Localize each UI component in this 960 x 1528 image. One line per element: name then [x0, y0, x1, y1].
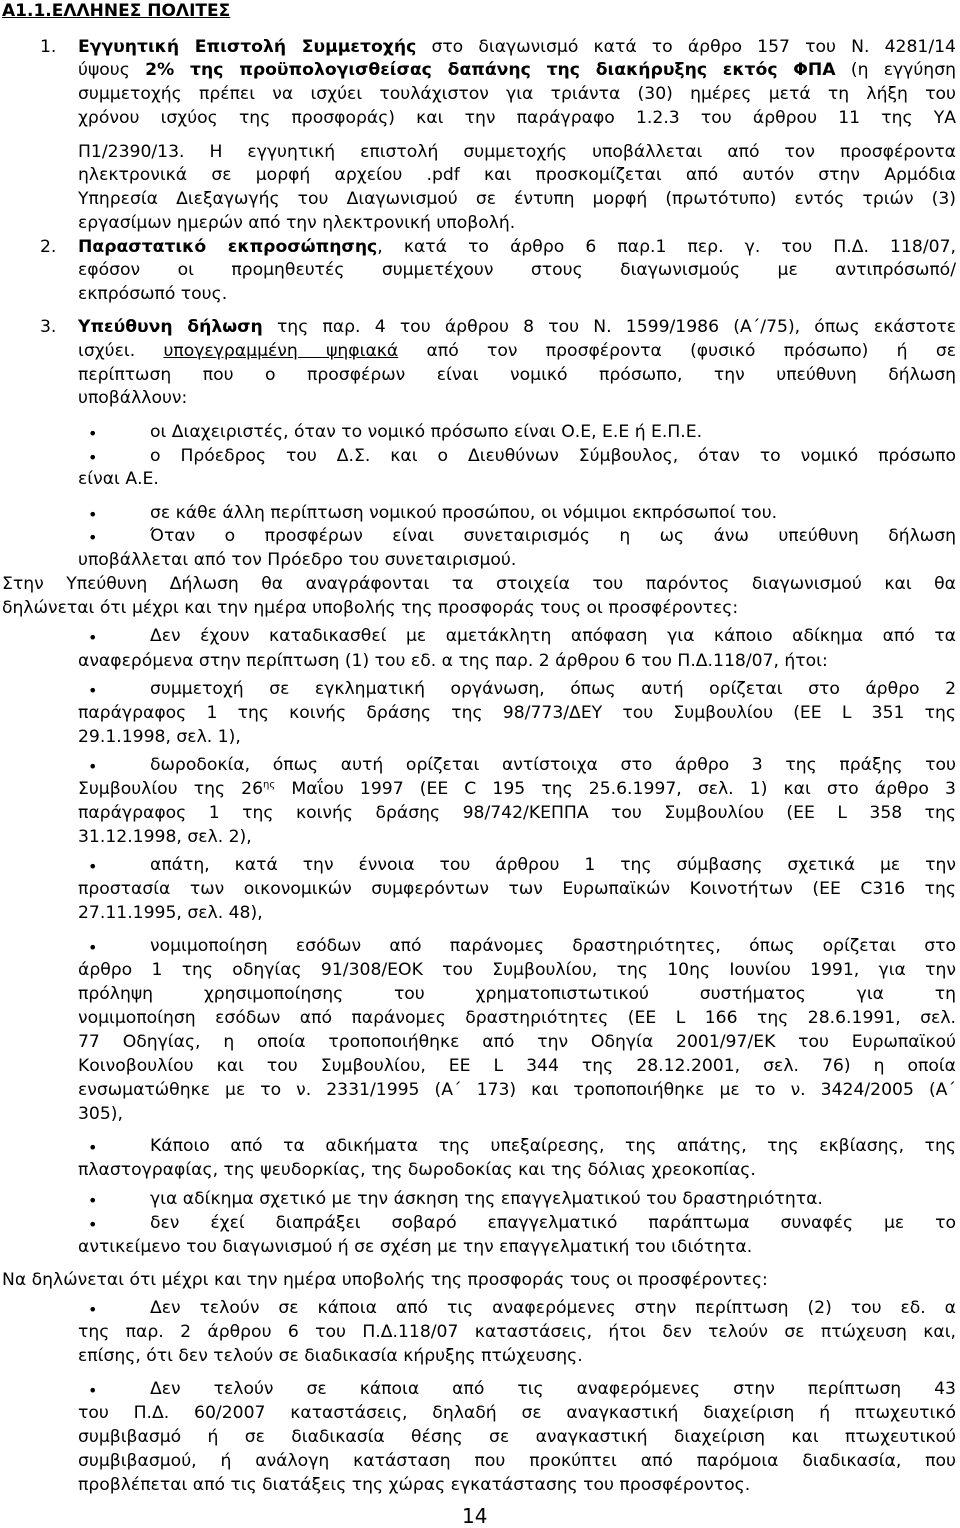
bullet-icon: • [88, 1300, 98, 1319]
list-number: 3. [40, 317, 57, 337]
text-line [78, 259, 956, 282]
text-line [78, 826, 252, 849]
text-span: πλαστογραφίας, της ψευδορκίας, της δωροδοκίας και της δόλιας χρεοκοπίας. [78, 1160, 756, 1180]
text-line [78, 778, 956, 801]
text-span: νομιμοποίηση εσόδων από παράνομες δραστηριότητες (ΕΕ L 166 της 28.6.1991, σελ. [78, 1008, 956, 1028]
text-line [2, 573, 956, 596]
text-span: οι Διαχειριστές, όταν το νομικό πρόσωπο είναι Ο.Ε, Ε.Ε ή Ε.Π.Ε. [150, 422, 703, 442]
text-span: Κάποιο από τα αδικήματα της υπεξαίρεσης, της απάτης, της εκβίασης, της [150, 1136, 956, 1156]
text-span: της παρ. 4 του άρθρου 8 του Ν. 1599/1986 (Α΄/75), όπως εκάστοτε [262, 317, 956, 337]
text-span: , κατά το άρθρο 6 παρ.1 περ. γ. του Π.Δ. 118/07, [377, 237, 956, 257]
text-line [78, 1402, 956, 1425]
text-line [150, 502, 777, 525]
text-line [78, 726, 241, 749]
text-line [78, 340, 956, 363]
text-line [78, 1345, 583, 1368]
text-line [78, 36, 956, 59]
text-line [78, 902, 263, 925]
text-line [78, 1321, 956, 1344]
text-line [2, 1269, 768, 1292]
text-span: της παρ. 2 άρθρου 6 του Π.Δ.118/07 καταστάσεις, ήτοι δεν τελούν σε πτώχευση και, [78, 1322, 956, 1342]
text-span: προβλέπεται από τις διατάξεις της χώρας εγκατάστασης του προσφέροντος. [78, 1475, 751, 1495]
text-span: 305), [78, 1104, 123, 1124]
text-line [150, 1378, 956, 1401]
text-line [78, 802, 956, 825]
text-span: Δεν τελούν σε κάποια από τις αναφερόμενες στην περίπτωση (2) του εδ. α [150, 1298, 956, 1318]
text-span: περίπτωση που ο προσφέρων είναι νομικό πρόσωπο, την υπεύθυνη δήλωση [78, 365, 956, 385]
text-line [78, 702, 956, 725]
text-span: δωροδοκία, όπως αυτή ορίζεται αντίστοιχα στο άρθρο 3 της πράξης του [150, 755, 956, 775]
text-line [78, 316, 956, 339]
text-line [150, 1135, 956, 1158]
text-line [150, 525, 956, 548]
text-span: Όταν ο προσφέρων είναι συνεταιρισμός η ως άνω υπεύθυνη δήλωση [150, 526, 956, 546]
text-span: παράγραφος 1 της κοινής δράσης 98/742/ΚΕΠΠΑ του Συμβουλίου (ΕΕ L 358 της [78, 803, 956, 823]
text-line [150, 678, 956, 701]
bold-text: Εγγυητική Επιστολή Συμμετοχής [78, 37, 417, 57]
text-line [150, 421, 702, 444]
text-span: επίσης, ότι δεν τελούν σε διαδικασία κήρυξης πτώχευσης. [78, 1346, 583, 1366]
text-span: 27.11.1995, σελ. 48), [78, 903, 263, 923]
text-span: Κοινοβουλίου και του Συμβουλίου, ΕΕ L 344 της 28.12.2001, σελ. 76) η οποία [78, 1056, 956, 1076]
text-line [78, 107, 956, 130]
text-line [78, 83, 956, 106]
text-line [78, 1236, 752, 1259]
text-span: δεν έχεί διαπράξει σοβαρό επαγγελματικό παράπτωμα συναφές με το [150, 1213, 956, 1233]
text-span: Μαΐου 1997 (ΕΕ C 195 της 25.6.1997, σελ. 1) και στο άρθρο 3 [275, 779, 956, 799]
text-span: ενσωματώθηκε με το ν. 2331/1995 (Α΄ 173) και τροποποιήθηκε με το ν. 3424/2005 (Α΄ [78, 1080, 956, 1100]
text-span: ισχύει. [78, 341, 164, 361]
list-number: 1. [40, 37, 57, 57]
bullet-icon: • [88, 448, 98, 467]
text-span: Συμβουλίου της 26 [78, 779, 264, 799]
text-line [78, 164, 956, 187]
text-line [78, 1103, 123, 1126]
text-span: υποβάλλεται από τον Πρόεδρο του συνεταιρισμού. [78, 550, 517, 570]
text-line [78, 1450, 956, 1473]
text-span: αναφερόμενα στην περίπτωση (1) του εδ. α της παρ. 2 άρθρου 6 του Π.Δ.118/07, ήτοι: [78, 651, 828, 671]
text-span: Δεν έχουν καταδικασθεί με αμετάκλητη απόφαση για κάποιο αδίκημα από τα [150, 626, 956, 646]
bullet-icon: • [88, 505, 98, 524]
text-line [78, 387, 187, 410]
text-span: Να δηλώνεται ότι μέχρι και την ημέρα υποβολής της προσφοράς τους οι προσφέροντες: [2, 1270, 768, 1290]
bold-text: 2% της προϋπολογισθείσας δαπάνης της διακήρυξης εκτός ΦΠΑ [145, 60, 836, 80]
text-line [78, 1426, 956, 1449]
bullet-icon: • [88, 757, 98, 776]
text-line [150, 1297, 956, 1320]
text-span: συμβιβασμού, ή ανάλογη κατάσταση που προκύπτει από παρόμοια διαδικασία, που [78, 1451, 956, 1471]
text-line [2, 597, 738, 620]
text-span: ηλεκτρονικά σε μορφή αρχείου .pdf και προσκομίζεται από αυτόν στην Αρμόδια [78, 165, 956, 185]
text-span: ύψους [78, 60, 146, 80]
text-line [78, 212, 515, 235]
text-span: εκπρόσωπό τους. [78, 284, 228, 304]
text-span: συμμετοχή σε εγκληματική οργάνωση, όπως αυτή ορίζεται στο άρθρο 2 [150, 679, 956, 699]
text-line [78, 141, 956, 164]
bullet-icon: • [88, 528, 98, 547]
text-line [78, 468, 159, 491]
text-span: νομιμοποίηση εσόδων από παράνομες δραστηριότητες, όπως ορίζεται στο [150, 936, 956, 956]
text-span: παράγραφος 1 της κοινής δράσης της 98/773/ΔΕΥ του Συμβουλίου (ΕΕ L 351 της [78, 703, 956, 723]
text-line [78, 1079, 956, 1102]
text-span: απάτη, κατά την έννοια του άρθρου 1 της σύμβασης σχετικά με την [150, 855, 956, 875]
text-span: από τον προσφέροντα (φυσικό πρόσωπο) ή σε [398, 341, 956, 361]
text-span: συμβιβασμό ή σε διαδικασία θέσης σε αναγκαστική διαχείριση και πτωχευτικού [78, 1427, 956, 1447]
text-line [78, 1474, 750, 1497]
text-span: ο Πρόεδρος του Δ.Σ. και ο Διευθύνων Σύμβουλος, όταν το νομικό πρόσωπο [150, 446, 956, 466]
text-span: Στην Υπεύθυνη Δήλωση θα αναγράφονται τα στοιχεία του παρόντος διαγωνισμού και θα [2, 574, 956, 594]
text-span: άρθρο 1 της οδηγίας 91/308/ΕΟΚ του Συμβουλίου, της 10ης Ιουνίου 1991, για την [78, 960, 956, 980]
text-line [78, 650, 828, 673]
text-line [150, 935, 956, 958]
text-line [150, 854, 956, 877]
text-span: αντικείμενο του διαγωνισμού ή σε σχέση με την επαγγελματική του ιδιότητα. [78, 1237, 753, 1257]
text-line [78, 283, 227, 306]
bullet-icon: • [88, 1215, 98, 1234]
text-span: πρόληψη χρησιμοποίησης του χρηματοπιστωτικού συστήματος για τη [78, 984, 956, 1004]
text-span: συμμετοχής πρέπει να ισχύει τουλάχιστον για τριάντα (30) ημέρες μετά τη λήξη του [78, 84, 956, 104]
section-heading: Α1.1.ΕΛΛΗΝΕΣ ΠΟΛΙΤΕΣ [2, 1, 231, 21]
text-line [78, 59, 956, 82]
text-span: προστασία των οικονομικών συμφερόντων των Ευρωπαϊκών Κοινοτήτων (ΕΕ C316 της [78, 879, 956, 899]
text-span: 77 Οδηγίας, η οποία τροποποιήθηκε από την Οδηγία 2001/97/ΕΚ του Ευρωπαϊκού [78, 1032, 956, 1052]
page-number: 14 [462, 1504, 488, 1528]
underlined-text: υπογεγραμμένη ψηφιακά [163, 341, 399, 361]
text-span: υποβάλλουν: [78, 388, 188, 408]
bullet-icon: • [88, 628, 98, 647]
text-span: για αδίκημα σχετικό με την άσκηση της επαγγελματικού του δραστηριότητα. [150, 1189, 823, 1209]
text-line [78, 983, 956, 1006]
text-line [150, 625, 956, 648]
text-span: χρόνου ισχύος της προσφοράς) και την παράγραφο 1.2.3 του άρθρου 11 της ΥΑ [78, 108, 956, 128]
text-span: στο διαγωνισμό κατά το άρθρο 157 του Ν. 4281/14 [416, 37, 956, 57]
text-span: δηλώνεται ότι μέχρι και την ημέρα υποβολής της προσφοράς τους οι προσφέροντες: [2, 598, 739, 618]
text-line [78, 236, 956, 259]
text-span: Υπηρεσία Διεξαγωγής του Διαγωνισμού σε έντυπη μορφή (πρωτότυπο) εντός τριών (3) [78, 189, 956, 209]
text-span: 29.1.1998, σελ. 1), [78, 727, 241, 747]
text-line [78, 878, 956, 901]
text-line [78, 188, 956, 211]
text-line [78, 1159, 756, 1182]
text-span: είναι Α.Ε. [78, 469, 159, 489]
text-line [78, 959, 956, 982]
text-line [150, 754, 956, 777]
text-line [78, 1007, 956, 1030]
bold-text: Παραστατικό εκπροσώπησης [78, 237, 378, 257]
text-line [150, 1212, 956, 1235]
bullet-icon: • [88, 1381, 98, 1400]
superscript-text: ης [263, 779, 276, 791]
text-span: Π1/2390/13. Η εγγυητική επιστολή συμμετοχής υποβάλλεται από τον προσφέροντα [78, 142, 956, 162]
text-line [78, 549, 516, 572]
text-span: του Π.Δ. 60/2007 καταστάσεις, δηλαδή σε αναγκαστική διαχείριση ή πτωχευτικό [78, 1403, 956, 1423]
text-span: 31.12.1998, σελ. 2), [78, 827, 252, 847]
text-line [78, 1031, 956, 1054]
text-span: εργασίμων ημερών από την ηλεκτρονική υποβολή. [78, 213, 516, 233]
bullet-icon: • [88, 857, 98, 876]
text-span: (η εγγύηση [835, 60, 956, 80]
text-line [78, 1055, 956, 1078]
text-span: εφόσον οι προμηθευτές συμμετέχουν στους διαγωνισμούς με αντιπρόσωπό/ [78, 260, 956, 280]
bullet-icon: • [88, 1191, 98, 1210]
list-number: 2. [40, 237, 57, 257]
bullet-icon: • [88, 681, 98, 700]
text-line [78, 364, 956, 387]
text-span: σε κάθε άλλη περίπτωση νομικού προσώπου, οι νόμιμοι εκπρόσωποί του. [150, 503, 778, 523]
bold-text: Υπεύθυνη δήλωση [78, 317, 263, 337]
bullet-icon: • [88, 938, 98, 957]
text-line [150, 445, 956, 468]
bullet-icon: • [88, 1138, 98, 1157]
text-span: Δεν τελούν σε κάποια από τις αναφερόμενες στην περίπτωση 43 [150, 1379, 956, 1399]
bullet-icon: • [88, 424, 98, 443]
text-line [150, 1188, 823, 1211]
